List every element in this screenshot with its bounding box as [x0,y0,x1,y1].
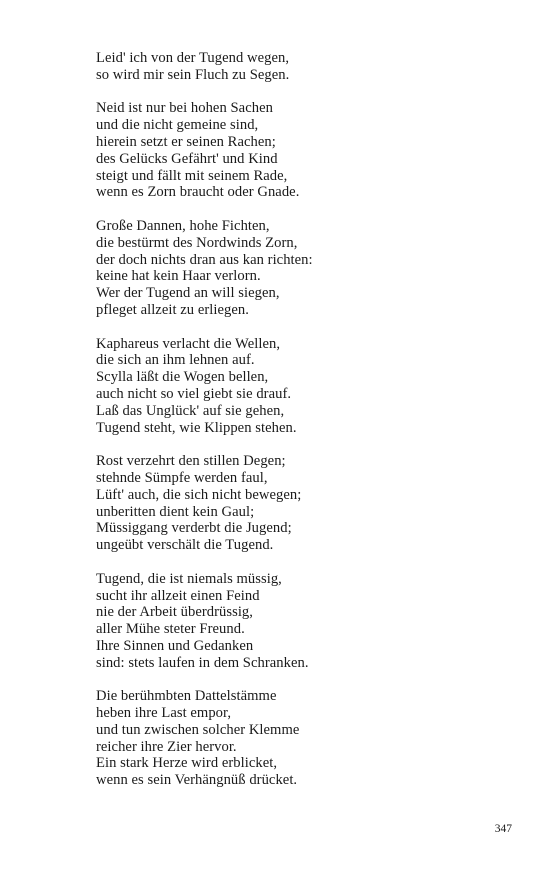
stanza [96,100,516,201]
poem-line: pfleget allzeit zu erliegen. [96,301,249,318]
stanza [96,218,516,319]
poem-line: Ein stark Herze wird erblicket, [96,755,278,772]
poem-line: auch nicht so viel giebt sie drauf. [96,385,292,402]
poem-line: und tun zwischen solcher Klemme [96,721,300,738]
poem-line: Kaphareus verlacht die Wellen, [96,335,281,352]
poem-line: des Gelücks Gefährt' und Kind [96,150,278,167]
poem-line: unberitten dient kein Gaul; [96,503,255,520]
poem-line: Die berühmbten Dattelstämme [96,688,277,705]
stanza [96,336,516,437]
poem-line: hierein setzt er seinen Rachen; [96,133,276,150]
poem-line: Neid ist nur bei hohen Sachen [96,100,273,117]
poem-line: die sich an ihm lehnen auf. [96,352,255,369]
poem-line: aller Mühe steter Freund. [96,621,245,638]
poem-line: stehnde Sümpfe werden faul, [96,469,268,486]
poem-line: Laß das Unglück' auf sie gehen, [96,402,285,419]
poem-line: Lüft' auch, die sich nicht bewegen; [96,486,302,503]
poem-line: Tugend, die ist niemals müssig, [96,570,282,587]
poem-line: Wer der Tugend an will siegen, [96,285,280,302]
poem-line: sucht ihr allzeit einen Feind [96,587,260,604]
poem-line: sind: stets laufen in dem Schranken. [96,654,309,671]
poem-line: Müssiggang verderbt die Jugend; [96,520,292,537]
poem-line: Große Dannen, hohe Fichten, [96,217,270,234]
poem-line: die bestürmt des Nordwinds Zorn, [96,234,298,251]
stanza [96,688,516,789]
poem-line: der doch nichts dran aus kan richten: [96,251,313,268]
poem-line: Leid' ich von der Tugend wegen, [96,50,290,66]
poem-line: nie der Arbeit überdrüssig, [96,604,253,621]
poem-line: Rost verzehrt den stillen Degen; [96,453,286,470]
stanza [96,50,516,84]
poem-line: reicher ihre Zier hervor. [96,738,237,755]
poem-line: steigt und fällt mit seinem Rade, [96,167,288,184]
poem-line: Scylla läßt die Wogen bellen, [96,369,269,386]
stanza [96,453,516,554]
page-number: 347 [494,823,512,835]
poem-line: ungeübt verschält die Tugend. [96,537,274,554]
poem-text [96,50,516,806]
poem-line: Ihre Sinnen und Gedanken [96,637,254,654]
poem-line: Tugend steht, wie Klippen stehen. [96,419,297,436]
poem-line: wenn es Zorn braucht oder Gnade. [96,184,300,201]
poem-line: keine hat kein Haar verlorn. [96,268,261,285]
poem-line: so wird mir sein Fluch zu Segen. [96,66,290,83]
poem-line: und die nicht gemeine sind, [96,117,259,134]
stanza [96,571,516,672]
poem-line: heben ihre Last empor, [96,705,232,722]
poem-line: wenn es sein Verhängnüß drücket. [96,772,298,789]
